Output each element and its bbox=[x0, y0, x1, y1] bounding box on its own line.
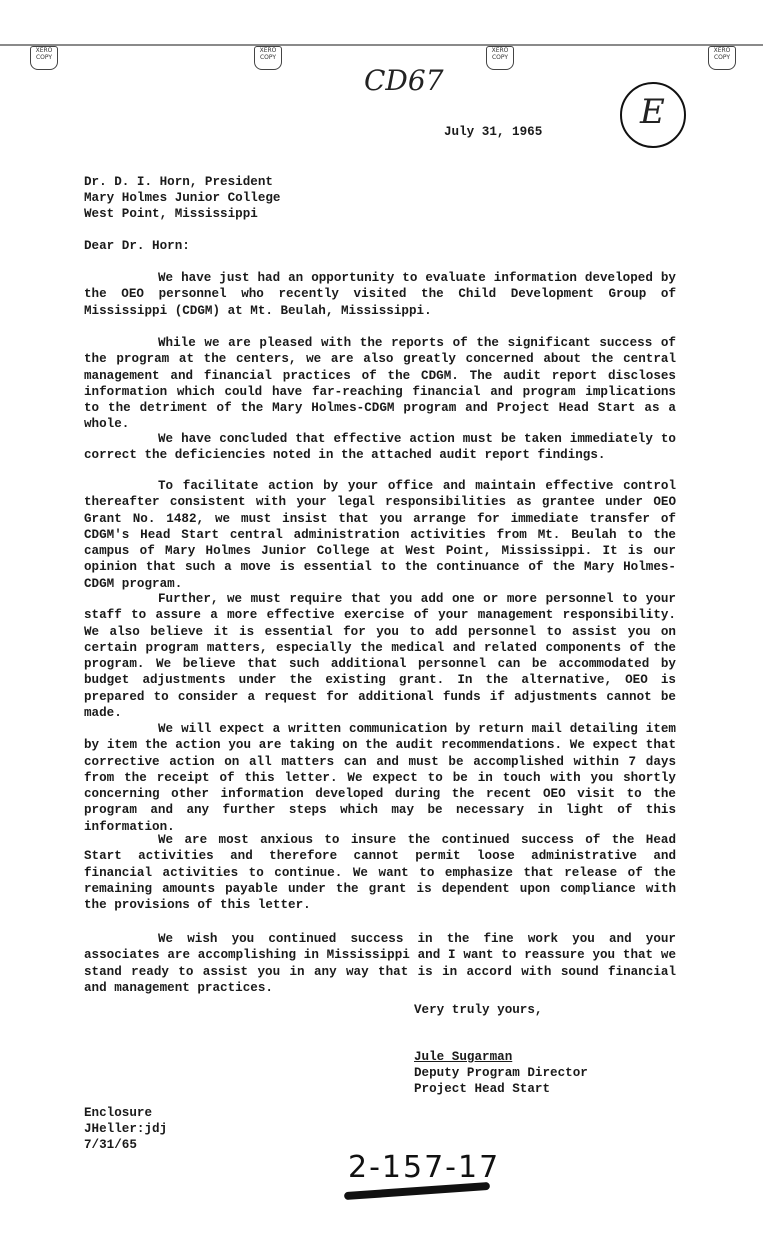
handwritten-reference: 2-157-17 bbox=[348, 1150, 501, 1185]
body-paragraph: We will expect a written communication by return mail detailing item by item the action you are taking on the audit recommendations. We expect that corrective action on all matters can and must be accomplished within 7 days from the receipt of this letter. We expect to be in touch with you shortly concerning other information developed during the recent OEO visit to the program and any further steps which may be necessary in light of this information. bbox=[84, 722, 676, 834]
body-paragraph: We have concluded that effective action must be taken immediately to correct the deficiencies noted in the attached audit report findings. bbox=[84, 432, 676, 463]
xero-copy-stamp: XERO COPY bbox=[30, 46, 58, 70]
body-paragraph: Further, we must require that you add one or more personnel to your staff to assure a more effective exercise of your management responsibility. We also believe it is essential for you to add personnel to assist you on certain program matters, especially the medical and related components of the program. We believe that such additional personnel can be accommodated by budget adjustments under the existing grant. In the alternative, OEO is prepared to consider a request for additional funds if adjustments cannot be made. bbox=[84, 592, 676, 721]
signer-title: Deputy Program Director bbox=[414, 1066, 588, 1080]
body-paragraph: To facilitate action by your office and maintain effective control thereafter consistent with your legal responsibilities as grantee under OEO Grant No. 1482, we must insist that you arrange for immediate transfer of CDGM's Head Start central administration activities from Mt. Beulah to the campus of Mary Holmes Junior College at West Point, Mississippi. It is our opinion that such a move is essential to the continuance of the Mary Holmes-CDGM program. bbox=[84, 479, 676, 591]
recipient-name: Dr. D. I. Horn, President bbox=[84, 175, 273, 189]
footer-date: 7/31/65 bbox=[84, 1138, 137, 1152]
xero-copy-stamp: XERO COPY bbox=[708, 46, 736, 70]
signer-name: Jule Sugarman bbox=[414, 1050, 513, 1064]
typist-initials: JHeller:jdj bbox=[84, 1122, 168, 1136]
body-paragraph: We wish you continued success in the fine work you and your associates are accomplishing in Mississippi and I want to reassure you that we stand ready to assist you in any way that is in accord with sound financial and management practices. bbox=[84, 932, 676, 995]
file-mark: CD67 bbox=[364, 64, 444, 97]
body-paragraph: We have just had an opportunity to evaluate information developed by the OEO personnel who recently visited the Child Development Group of Mississippi (CDGM) at Mt. Beulah, Mississippi. bbox=[84, 271, 676, 318]
closing: Very truly yours, bbox=[414, 1003, 543, 1017]
body-paragraph: We are most anxious to insure the continued success of the Head Start activities and therefore cannot permit loose administrative and financial activities to continue. We want to emphasize that release of the remaining amounts payable under the grant is dependent upon compliance with the provisions of this letter. bbox=[84, 833, 676, 913]
salutation: Dear Dr. Horn: bbox=[84, 239, 190, 253]
letter-date: July 31, 1965 bbox=[444, 125, 543, 139]
body-paragraph: While we are pleased with the reports of the significant success of the program at the centers, we are also greatly concerned about the central management and financial practices of the CDGM. The audit report discloses information which could have far-reaching financial and program implications to the detriment of the Mary Holmes-CDGM program and Project Head Start as a whole. bbox=[84, 336, 676, 432]
scan-edge-line bbox=[0, 44, 763, 46]
signer-program: Project Head Start bbox=[414, 1082, 551, 1096]
recipient-institution: Mary Holmes Junior College bbox=[84, 191, 281, 205]
xero-copy-stamp: XERO COPY bbox=[254, 46, 282, 70]
circled-letter: E bbox=[640, 92, 665, 132]
xero-copy-stamp: XERO COPY bbox=[486, 46, 514, 70]
recipient-location: West Point, Mississippi bbox=[84, 207, 258, 221]
circled-mark bbox=[620, 82, 686, 148]
enclosure-note: Enclosure bbox=[84, 1106, 153, 1120]
